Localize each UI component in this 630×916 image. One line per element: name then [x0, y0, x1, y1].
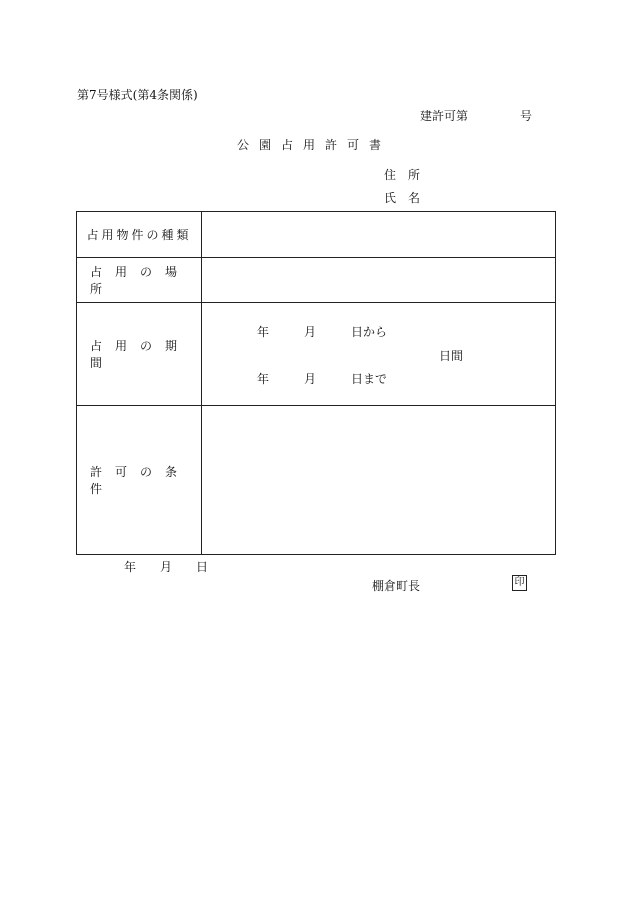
form-number-label: 第7号様式(第4条関係): [77, 88, 198, 102]
period-to-day: 日まで: [351, 372, 388, 386]
period-day-count: 日間: [439, 349, 464, 363]
address-label: 住所: [384, 168, 433, 182]
issue-date-month: 月: [160, 560, 173, 574]
period-to-year: 年: [257, 372, 270, 386]
seal-mark: 印: [512, 575, 527, 591]
permit-prefix: 建許可第: [420, 109, 469, 123]
row-label-object-type: 占用物件の種類: [86, 228, 192, 242]
row-label-location: 占用の場所: [90, 264, 191, 296]
issue-date-day: 日: [196, 560, 209, 574]
row-label-period: 占用の期間: [90, 338, 191, 370]
issuer-title: 棚倉町長: [372, 579, 421, 593]
issue-date-year: 年: [124, 560, 137, 574]
name-label: 氏名: [384, 191, 433, 205]
document-title: 公園占用許可書: [237, 138, 392, 152]
permit-table: [76, 211, 556, 555]
row-label-conditions: 許可の条件: [90, 464, 191, 496]
period-to-month: 月: [304, 372, 317, 386]
permit-suffix: 号: [520, 109, 533, 123]
permit-number: [420, 107, 532, 124]
period-from-day: 日から: [351, 325, 388, 339]
period-from-year: 年: [257, 325, 270, 339]
period-from-month: 月: [304, 325, 317, 339]
table-column-divider: [201, 212, 202, 554]
